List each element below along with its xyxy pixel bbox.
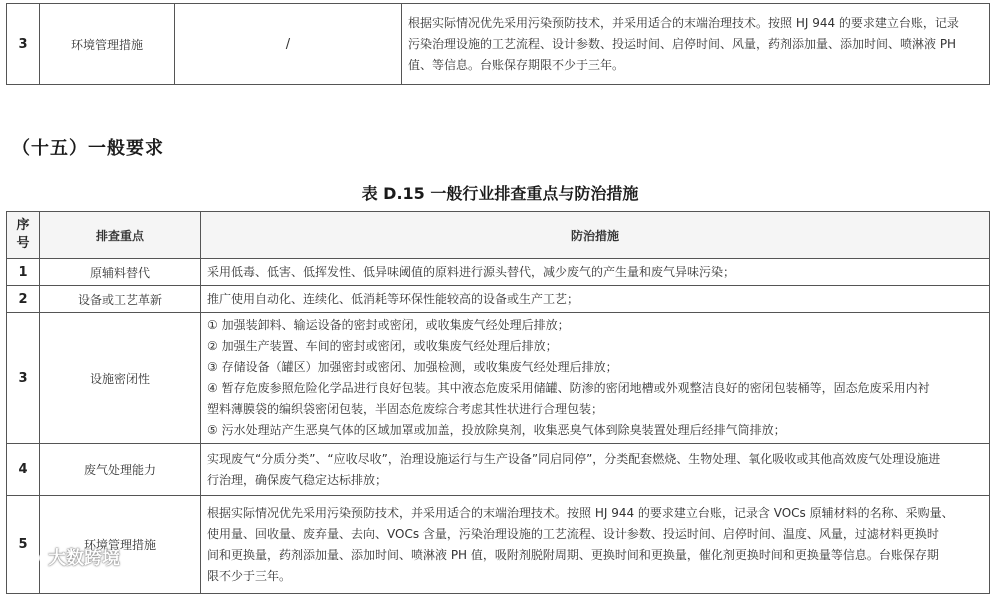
measure-line: 值、等信息。台账保存期限不少于三年。 <box>408 57 625 72</box>
table-header-row <box>7 212 990 259</box>
measure-line: 实现废气“分质分类”、“应收尽收”，治理设施运行与生产设备”同启同停”，分类配套燃烧、生物处理、氧化吸收或其他高效废气处理设施进 <box>207 451 941 466</box>
measure-cell <box>201 286 990 313</box>
table-row <box>7 496 990 594</box>
measure-line: ③ 存储设备（罐区）加强密封或密闭、加强检测，或收集废气经处理后排放； <box>207 360 618 374</box>
measure-line: 根据实际情况优先采用污染预防技术，并采用适合的末端治理技术。按照 HJ 944 的要求建立台账，记录 <box>408 15 959 30</box>
row-number: 3 <box>7 4 40 85</box>
measure-line: ② 加强生产装置、车间的密封或密闭，或收集废气经处理后排放； <box>207 339 558 353</box>
measure-line: 推广使用自动化、连续化、低消耗等环保性能较高的设备或生产工艺； <box>207 291 580 306</box>
check-focus-cell: 环境管理措施 <box>40 4 175 85</box>
check-focus-cell: 设备或工艺革新 <box>40 286 201 313</box>
measure-cell <box>201 313 990 444</box>
measure-cell <box>402 4 990 85</box>
table-row <box>7 313 990 444</box>
check-focus-cell: 原辅料替代 <box>40 259 201 286</box>
header-number <box>7 212 40 259</box>
row-number: 1 <box>7 259 40 286</box>
row-number: 3 <box>7 313 40 444</box>
row-number: 2 <box>7 286 40 313</box>
measure-line: 采用低毒、低害、低挥发性、低异味阈值的原料进行源头替代，减少废气的产生量和废气异味污染； <box>207 264 736 279</box>
table-row <box>7 286 990 313</box>
row-number: 5 <box>7 496 40 594</box>
measure-line: 行治理，确保废气稳定达标排放； <box>207 472 388 487</box>
table-row <box>7 4 990 85</box>
measure-line: 限不少于三年。 <box>207 568 292 583</box>
check-focus-cell: 环境管理措施 <box>40 496 201 594</box>
chat-bubble-logo-icon <box>8 546 42 568</box>
table-row <box>7 444 990 496</box>
check-focus-cell: 设施密闭性 <box>40 313 201 444</box>
measure-line: ④ 暂存危废参照危险化学品进行良好包装。其中液态危废采用储罐、防渗的密闭地槽或外观整洁良好的密闭包装桶等，固态危废采用内衬 <box>207 381 930 395</box>
row-number: 4 <box>7 444 40 496</box>
header-number-label: 序号 <box>16 218 30 251</box>
measures-table <box>6 211 990 594</box>
measure-line: 塑料薄膜袋的编织袋密闭包装，半固态危废综合考虑其性状进行合理包装； <box>207 402 604 416</box>
measure-cell <box>201 496 990 594</box>
measure-cell <box>201 259 990 286</box>
measure-line: 污染治理设施的工艺流程、设计参数、投运时间、启停时间、风量，药剂添加量、添加时间、喷淋液 PH <box>408 36 957 51</box>
check-focus-cell: 废气处理能力 <box>40 444 201 496</box>
measure-cell <box>201 444 990 496</box>
watermark <box>8 545 120 569</box>
measure-line: 间和更换量，药剂添加量、添加时间、喷淋液 PH 值，吸附剂脱附周期、更换时间和更换量，催化剂更换时间和更换量等信息。台账保存期 <box>207 547 939 562</box>
measure-line: 根据实际情况优先采用污染预防技术，并采用适合的末端治理技术。按照 HJ 944 的要求建立台账，记录含 VOCs 原辅材料的名称、采购量、 <box>207 505 954 520</box>
header-measures: 防治措施 <box>201 212 990 259</box>
blank-cell: / <box>175 4 402 85</box>
measure-line: 使用量、回收量、废弃量、去向、VOCs 含量，污染治理设施的工艺流程、设计参数、投运时间、启停时间、温度、风量，过滤材料更换时 <box>207 526 939 541</box>
header-check-focus: 排查重点 <box>40 212 201 259</box>
measure-line: ⑤ 污水处理站产生恶臭气体的区域加罩或加盖，投放除臭剂，收集恶臭气体到除臭装置处理后经排气筒排放； <box>207 423 786 437</box>
table-caption: 表 D.15 一般行业排查重点与防治措施 <box>361 184 639 203</box>
watermark-text: 大数跨境 <box>48 548 120 569</box>
measure-line: ① 加强装卸料、输运设备的密封或密闭，或收集废气经处理后排放； <box>207 318 570 332</box>
table-row <box>7 259 990 286</box>
continuation-table <box>6 3 990 85</box>
section-heading: （十五）一般要求 <box>12 138 164 159</box>
